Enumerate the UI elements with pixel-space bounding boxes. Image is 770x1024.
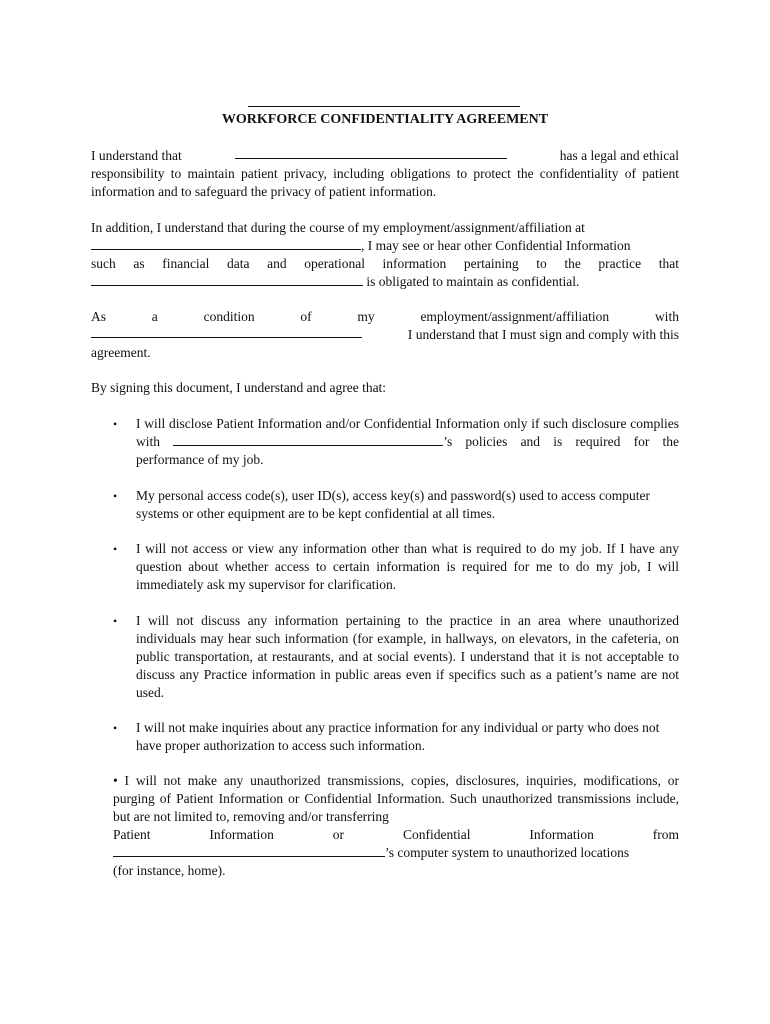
- list-item: • I will not access or view any information other than what is required to do my job. If I have any question about whether access to certain information is required for me to do my job, I will immediately ask my supervisor for clarification.: [113, 541, 679, 592]
- name-blank-top: [248, 100, 520, 107]
- blank-line: [91, 274, 363, 286]
- list-item: • I will not make any unauthorized transmissions, copies, disclosures, inquiries, modifications, or purging of Patient Information or Confidential Information. Such unauthorized transmissions include, but are not limited to, removing and/or transferring Patient Information or Confidential Information from ’s computer system to unauthorized locations (for instance, home).: [113, 773, 679, 878]
- blank-line: [91, 238, 361, 250]
- paragraph-4: By signing this document, I understand and agree that:: [91, 380, 387, 395]
- blank-line: [91, 326, 362, 338]
- list-item: • I will disclose Patient Information and/or Confidential Information only if such disclosure complies with ’s policies and is required for the performance of my job.: [113, 416, 680, 467]
- bullet-icon: •: [113, 773, 118, 788]
- bullet-icon: •: [113, 417, 118, 431]
- bullet-icon: •: [113, 614, 118, 628]
- blank-line: [113, 845, 385, 857]
- bullet-icon: •: [113, 721, 118, 735]
- blank-line: [235, 147, 507, 159]
- paragraph-3: As a condition of my employment/assignment/affiliation with I understand that I must sign and comply with this agreement.: [91, 309, 679, 360]
- list-item: • I will not discuss any information pertaining to the practice in an area where unauthorized individuals may hear such information (for example, in hallways, on elevators, in the cafeteria, on public transportation, at restaurants, and at social events). I understand that it is not acceptable to discuss any Practice information in public areas even if specifics such as a patient’s name are not used.: [113, 613, 679, 700]
- bullet-icon: •: [113, 489, 118, 503]
- list-item: • My personal access code(s), user ID(s), access key(s) and password(s) used to access computer systems or other equipment are to be kept confidential at all times.: [113, 488, 650, 521]
- paragraph-2: In addition, I understand that during the course of my employment/assignment/affiliation at , I may see or hear other Confidential Information such as financial data and operational information pertaining to the practice that is obligated to maintain as confidential.: [91, 220, 679, 289]
- paragraph-1: I understand that has a legal and ethical responsibility to maintain patient privacy, including obligations to protect the confidentiality of patient information and to safeguard the privacy of patient information.: [91, 148, 679, 199]
- blank-line: [173, 434, 443, 446]
- document-title: WORKFORCE CONFIDENTIALITY AGREEMENT: [221, 112, 549, 127]
- bullet-icon: •: [113, 542, 118, 556]
- list-item: • I will not make inquiries about any practice information for any individual or party who does not have proper authorization to access such information.: [113, 720, 660, 753]
